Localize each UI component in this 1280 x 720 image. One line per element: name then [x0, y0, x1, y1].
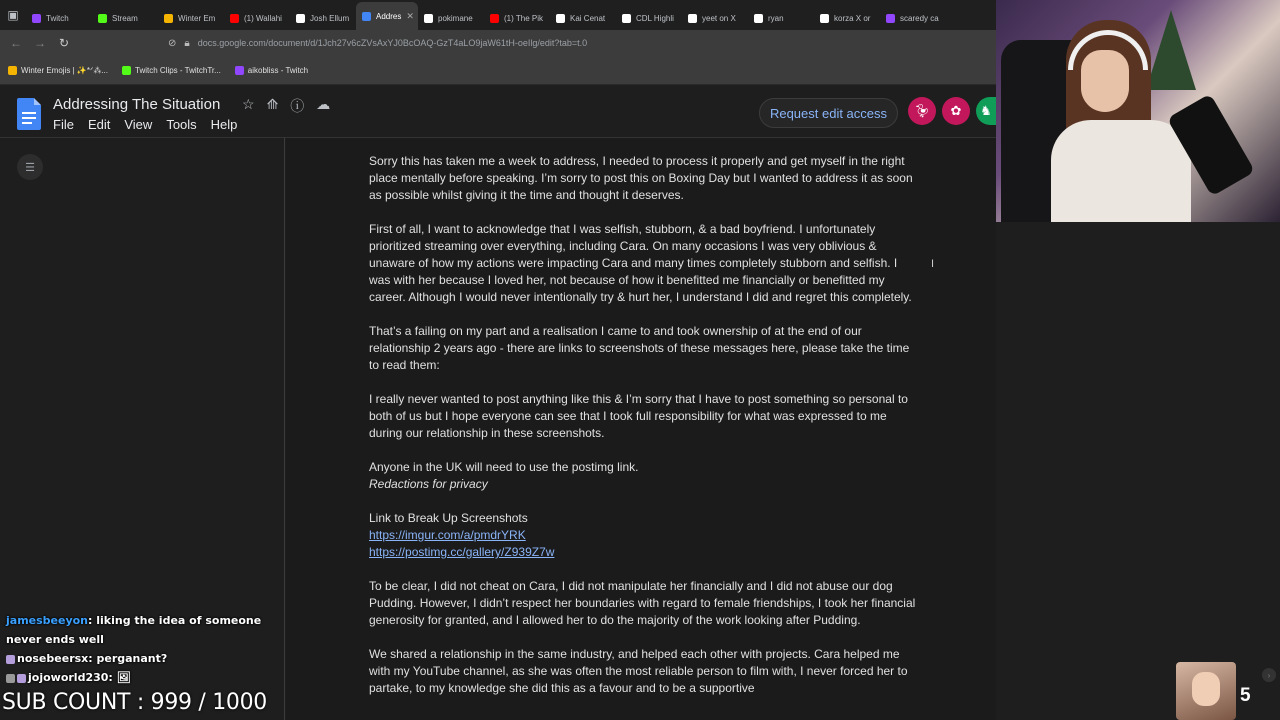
browser-tab[interactable] [26, 6, 92, 30]
tab-label: scaredy ca [900, 13, 939, 23]
browser-tab[interactable] [484, 6, 550, 30]
subscriber-badge-icon [6, 655, 15, 664]
tab-favicon-icon [164, 14, 173, 23]
tab-label: (1) Wallahi [244, 13, 282, 23]
tab-favicon-icon [230, 14, 239, 23]
tab-label: pokimane [438, 13, 473, 23]
chat-message: jojoworld230: 🖼 [6, 668, 276, 687]
sub-count-overlay: SUB COUNT : 999 / 1000 [2, 690, 268, 715]
chat-emote: 🖼 [116, 671, 131, 684]
menu-edit[interactable]: Edit [87, 117, 111, 132]
links-heading: Link to Break Up Screenshots [369, 511, 528, 525]
bookmark-twitch-clips[interactable]: Twitch Clips - TwitchTr... [122, 66, 221, 75]
paragraph-links [369, 510, 917, 561]
corner-cam-thumbnail [1176, 662, 1236, 720]
paragraph-shared-relationship: We shared a relationship in the same industry, and helped each other with projects. Cara helped me with my YouTube channel, as she was often the most reliable person to film with, I never forced her to partake, to my knowledge she did this as a favour and to be a supportive [369, 647, 908, 695]
tab-favicon-icon [556, 14, 565, 23]
address-bar [0, 30, 996, 56]
forward-icon[interactable]: → [34, 36, 46, 50]
bookmarks-bar [0, 56, 996, 85]
browser-tab[interactable] [158, 6, 224, 30]
browser-tab[interactable] [748, 6, 814, 30]
menu-tools[interactable]: Tools [166, 117, 197, 132]
scroll-arrow-icon[interactable]: › [1262, 668, 1276, 682]
imgur-link[interactable]: https://imgur.com/a/pmdrYRK [369, 528, 526, 542]
info-icon[interactable]: ⓘ [290, 98, 305, 114]
tab-favicon-icon [490, 14, 499, 23]
tab-favicon-icon [296, 14, 305, 23]
url-text[interactable]: docs.google.com/document/d/1Jch27v6cZVsAxYJ0BcOAQ-GzT4aLO9jaW61tH-oeIlg/edit?tab=t.0 [197, 38, 588, 48]
tab-label: Josh Ellum [310, 13, 350, 23]
close-tab-icon[interactable]: ✕ [406, 10, 414, 21]
tab-search-icon[interactable]: ▣ [7, 8, 19, 22]
tab-label: CDL Highli [636, 13, 674, 23]
move-icon[interactable]: ⟰ [266, 96, 279, 112]
request-edit-access-button[interactable]: Request edit access [759, 98, 898, 128]
chat-username: nosebeersx [17, 652, 89, 665]
thumbnail-face [1192, 672, 1220, 706]
paragraph-apology: Sorry this has taken me a week to address, I needed to process it properly and get myself in the right place mentally before speaking. I’m sorry to post this on Boxing Day but I wanted to address it as soon as possible whilst giving it the time and thought it deserves. [369, 154, 913, 202]
browser-tab[interactable] [550, 6, 616, 30]
chat-username: jojoworld230 [28, 671, 109, 684]
back-icon[interactable]: ← [10, 36, 22, 50]
chat-message: jamesbeeyon: liking the idea of someone never ends well [6, 614, 262, 646]
text-cursor-icon: I [931, 258, 935, 270]
document-outline-icon[interactable]: ☰ [17, 154, 43, 180]
overlay-counter: 5 [1240, 685, 1251, 706]
document-title[interactable]: Addressing The Situation [53, 96, 221, 113]
document-page[interactable] [286, 138, 996, 720]
docs-header [0, 86, 996, 138]
tab-favicon-icon [688, 14, 697, 23]
browser-tab-bar [0, 0, 996, 30]
browser-tab[interactable] [814, 6, 880, 30]
document-body[interactable] [369, 153, 917, 714]
google-docs-logo-icon[interactable] [17, 98, 41, 130]
tab-label: Kai Cenat [570, 13, 606, 23]
lock-icon[interactable]: 🔒︎ [184, 37, 190, 49]
uk-note-line: Anyone in the UK will need to use the postimg link. [369, 460, 639, 474]
twitch-icon [235, 66, 244, 75]
tab-favicon-icon [362, 12, 371, 21]
chat-text: liking the idea of someone never ends well [6, 614, 262, 646]
browser-tab[interactable] [92, 6, 158, 30]
paragraph-uk-note [369, 459, 917, 493]
tab-label: yeet on X [702, 13, 736, 23]
tab-favicon-icon [622, 14, 631, 23]
tab-label: (1) The Pik [504, 13, 543, 23]
chat-text: perganant? [96, 652, 168, 665]
gift-badge-icon [17, 674, 26, 683]
paragraph-never-wanted: I really never wanted to post anything like this & I’m sorry that I have to post something so personal to both of us but I hope everyone can see that I took full responsibility for what was expressed to me during our relationship in these screenshots. [369, 392, 908, 440]
tab-favicon-icon [754, 14, 763, 23]
viewer-avatar-duck-icon[interactable]: 🦆︎ [908, 97, 936, 125]
twitchtracker-icon [122, 66, 131, 75]
tab-label: korza X or [834, 13, 871, 23]
tab-label: ryan [768, 13, 784, 23]
tab-label: Winter Em [178, 13, 216, 23]
chat-message: nosebeersx: perganant? [6, 649, 276, 668]
menu-bar [53, 117, 237, 132]
subscriber-badge-icon [6, 674, 15, 683]
tab-label: Twitch [46, 13, 69, 23]
site-info-icon[interactable]: ⊘ [168, 37, 177, 49]
tab-favicon-icon [424, 14, 433, 23]
tab-label: Addres [376, 11, 402, 21]
paragraph-failing: That’s a failing on my part and a realisation I came to and took ownership of at the end of our relationship 2 years ago - there are links to screenshots of these messages here, please take the time to read them: [369, 324, 910, 372]
menu-file[interactable]: File [53, 117, 74, 132]
paragraph-clarification: To be clear, I did not cheat on Cara, I did not manipulate her financially and I did not abuse our dog Pudding. However, I didn’t respect her boundaries with regard to female friendships, I took her financial generosity for granted, and I allowed her to do the majority of the work looking after Pudding. [369, 579, 916, 627]
browser-tab[interactable] [682, 6, 748, 30]
folder-icon [8, 66, 17, 75]
chat-overlay [6, 611, 276, 687]
paragraph-acknowledge: First of all, I want to acknowledge that I was selfish, stubborn, & a bad boyfriend. I unfortunately prioritized streaming over everything, including Cara. On many occasions I was very oblivious & unaware of how my actions were impacting Cara and many times completely stubborn and selfish. I was with her because I loved her, not because of how it benefitted me financially or benefitted my career. Although I would never intentionally try & hurt her, I understand I did and regret this completely. [369, 222, 912, 304]
reload-icon[interactable]: ↻ [58, 36, 70, 50]
christmas-tree [1146, 10, 1196, 90]
streamer-sweater [1051, 120, 1191, 222]
tab-favicon-icon [820, 14, 829, 23]
menu-help[interactable]: Help [210, 117, 238, 132]
bookmark-winter-emojis[interactable]: Winter Emojis | ✨*ᐟ⁂... [8, 66, 108, 75]
tab-favicon-icon [886, 14, 895, 23]
browser-tab[interactable] [616, 6, 682, 30]
menu-view[interactable]: View [124, 117, 153, 132]
chat-username: jamesbeeyon [6, 614, 89, 627]
tab-label: Stream [112, 13, 138, 23]
bookmark-aikobliss[interactable]: aikobliss - Twitch [235, 66, 308, 75]
browser-tab[interactable] [880, 6, 946, 30]
viewer-avatar-fox-icon[interactable]: ✿ [942, 97, 970, 125]
tab-favicon-icon [98, 14, 107, 23]
stream-overlay-right [996, 0, 1280, 720]
browser-tab[interactable] [418, 6, 484, 30]
webcam-feed [996, 0, 1280, 222]
star-icon[interactable]: ☆ [242, 96, 255, 112]
tab-favicon-icon [32, 14, 41, 23]
postimg-link[interactable]: https://postimg.cc/gallery/Z939Z7w [369, 545, 555, 559]
redactions-note: Redactions for privacy [369, 477, 488, 491]
browser-tab[interactable] [290, 6, 356, 30]
browser-tab[interactable] [224, 6, 290, 30]
viewer-avatar-animal-icon[interactable]: ♞ [976, 97, 996, 125]
browser-tab[interactable] [356, 2, 418, 30]
cloud-status-icon[interactable]: ☁ [316, 96, 331, 112]
